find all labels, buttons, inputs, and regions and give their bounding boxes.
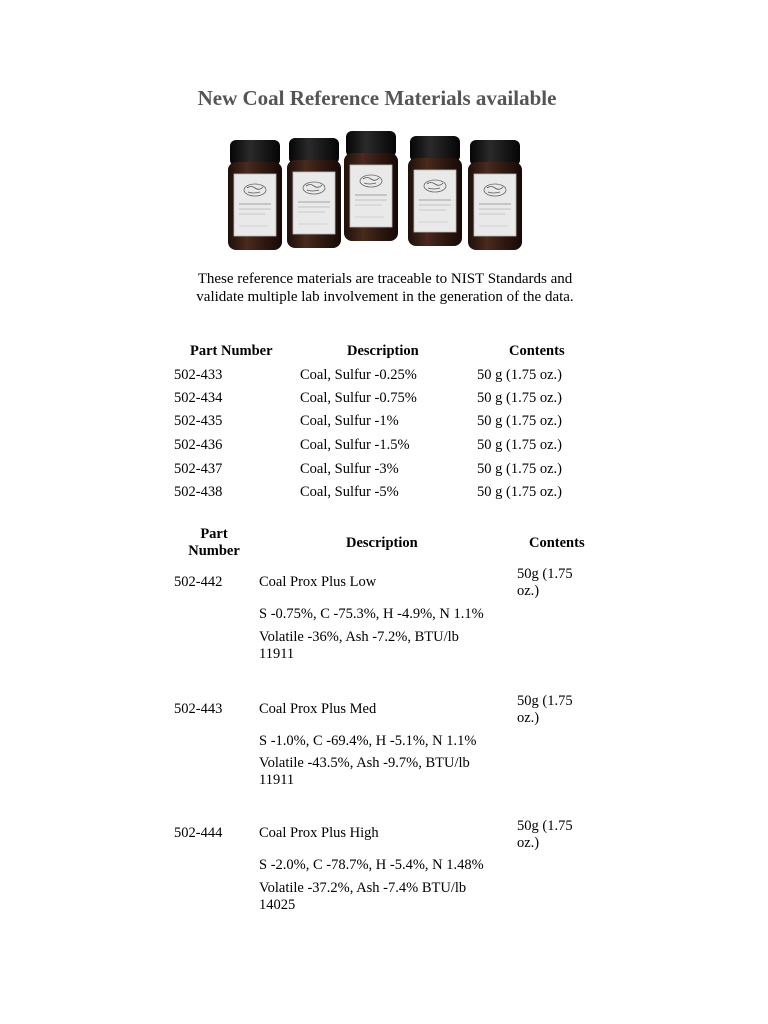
cell-volatile-line-2: 11911 (259, 646, 295, 662)
cell-contents-line-2: oz.) (517, 835, 540, 851)
intro-text (150, 270, 620, 306)
cell-contents: 50 g (1.75 oz.) (477, 367, 562, 383)
cell-contents (517, 566, 573, 600)
col-header-part-line-1: Part (200, 526, 228, 542)
cell-part: 502-444 (174, 825, 223, 841)
jar-2 (287, 138, 341, 248)
cell-contents-line-1: 50g (1.75 (517, 566, 573, 582)
intro-line-1: These reference materials are traceable to NIST Standards and (197, 271, 573, 287)
cell-product-name: Coal Prox Plus High (259, 825, 379, 841)
cell-part: 502-437 (174, 461, 223, 477)
cell-volatile-line-1: Volatile -43.5%, Ash -9.7%, BTU/lb (259, 755, 470, 771)
cell-contents-line-2: oz.) (517, 710, 540, 726)
jar-1 (228, 140, 282, 250)
cell-volatile-line-1: Volatile -37.2%, Ash -7.4% BTU/lb (259, 880, 467, 896)
reference-jars-photo (222, 128, 528, 254)
jar-4 (408, 136, 462, 246)
col-header-description: Description (346, 535, 418, 551)
cell-description: Coal, Sulfur -1% (300, 413, 399, 429)
cell-part: 502-443 (174, 701, 223, 717)
cell-volatile-line-2: 11911 (259, 772, 295, 788)
cell-part: 502-436 (174, 437, 223, 453)
cell-volatile (259, 880, 466, 914)
col-header-part (178, 526, 250, 560)
cell-part: 502-442 (174, 574, 223, 590)
cell-contents: 50 g (1.75 oz.) (477, 390, 562, 406)
col-header-part-line-2: Number (188, 543, 240, 559)
cell-volatile-line-1: Volatile -36%, Ash -7.2%, BTU/lb (259, 629, 459, 645)
cell-contents: 50 g (1.75 oz.) (477, 461, 562, 477)
cell-contents: 50 g (1.75 oz.) (477, 484, 562, 500)
intro-line-2: validate multiple lab involvement in the generation of the data. (196, 289, 574, 305)
cell-description: Coal, Sulfur -3% (300, 461, 399, 477)
cell-description: Coal, Sulfur -0.75% (300, 390, 417, 406)
col-header-contents: Contents (529, 535, 585, 551)
cell-part: 502-433 (174, 367, 223, 383)
col-header-part: Part Number (190, 343, 273, 359)
cell-analysis: S -2.0%, C -78.7%, H -5.4%, N 1.48% (259, 857, 484, 873)
cell-volatile-line-2: 14025 (259, 897, 296, 913)
cell-contents: 50 g (1.75 oz.) (477, 437, 562, 453)
cell-analysis: S -1.0%, C -69.4%, H -5.1%, N 1.1% (259, 733, 477, 749)
cell-contents: 50 g (1.75 oz.) (477, 413, 562, 429)
cell-contents-line-2: oz.) (517, 583, 540, 599)
page-title: New Coal Reference Materials available (197, 86, 557, 110)
cell-contents-line-1: 50g (1.75 (517, 818, 573, 834)
cell-part: 502-438 (174, 484, 223, 500)
cell-contents (517, 693, 573, 727)
col-header-contents: Contents (509, 343, 565, 359)
cell-description: Coal, Sulfur -0.25% (300, 367, 417, 383)
cell-part: 502-434 (174, 390, 223, 406)
cell-product-name: Coal Prox Plus Med (259, 701, 377, 717)
cell-part: 502-435 (174, 413, 223, 429)
jar-3 (344, 131, 398, 241)
cell-volatile (259, 629, 459, 663)
cell-description: Coal, Sulfur -1.5% (300, 437, 410, 453)
cell-analysis: S -0.75%, C -75.3%, H -4.9%, N 1.1% (259, 606, 484, 622)
col-header-description: Description (347, 343, 419, 359)
jar-5 (468, 140, 522, 250)
cell-contents-line-1: 50g (1.75 (517, 693, 573, 709)
cell-description: Coal, Sulfur -5% (300, 484, 399, 500)
cell-product-name: Coal Prox Plus Low (259, 574, 377, 590)
cell-contents (517, 818, 573, 852)
cell-volatile (259, 755, 470, 789)
